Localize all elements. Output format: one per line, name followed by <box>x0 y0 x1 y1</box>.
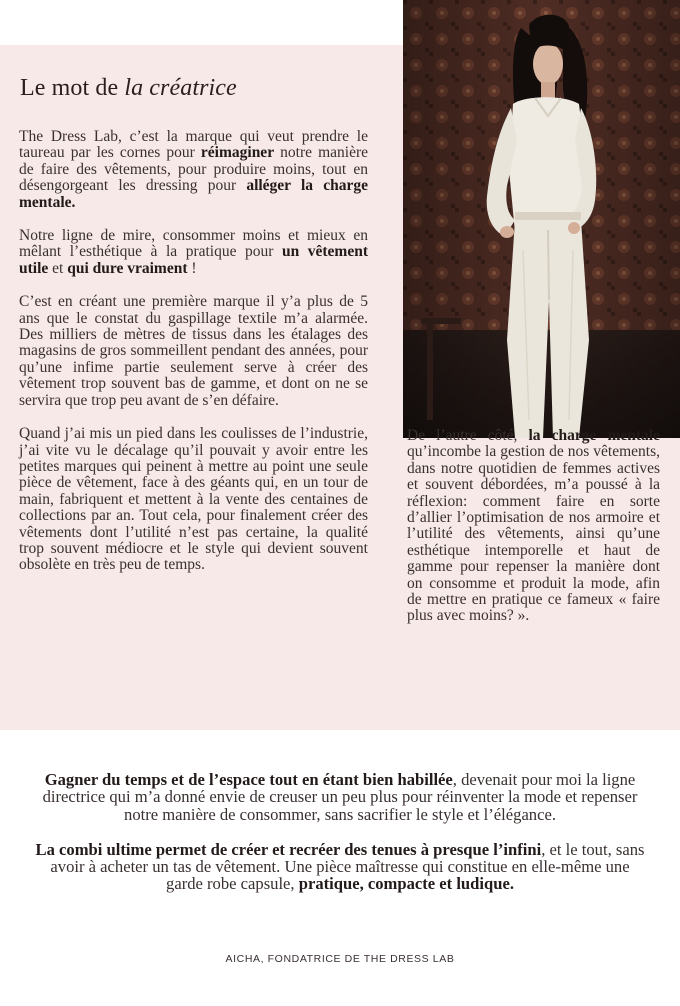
page-heading <box>20 75 237 102</box>
emphasized-text: la charge mentale <box>528 427 660 444</box>
text-run: The Dress Lab, c’est la marque qui veut prendre le taureau par les cornes pour <box>19 128 368 162</box>
emphasized-text: réimaginer <box>200 144 275 162</box>
emphasized-text: Gagner du temps et de l’espace tout en étant bien habillée <box>44 770 453 789</box>
text-run: , et le tout, sans avoir à acheter un tas de vêtement. Une pièce maîtresse qui constitue en elle-même une garde robe capsule, <box>50 839 645 894</box>
emphasized-text: un vêtement utile <box>19 243 368 277</box>
paragraph <box>30 841 650 893</box>
text-run: Quand j’ai mis un pied dans les coulisses de l’industrie, j’ai vite vu le décalage qu’il pouvait y avoir entre les petites marques qui peinent à mettre au point une seule pièce de vêtement, face à des géants qui, en un tour de main, fabriquent et mettent à la vente des centaines de collections par an. Tout cela, pour finalement créer des vêtements dont l’utilité n’est pas certaine, la qualité trop souvent médiocre et le style qui devient souvent obsolète en très peu de temps. <box>19 425 368 574</box>
text-run: et <box>48 259 68 277</box>
emphasized-text: alléger la charge mentale. <box>19 177 368 211</box>
paragraph <box>407 428 660 625</box>
emphasized-text: qui dure vraiment <box>67 259 188 277</box>
paragraph <box>19 129 368 211</box>
text-run: qu’incombe la gestion de nos vêtements, dans notre quotidien de femmes actives et souvent débordées, m’a poussé à la réflexion: comment faire en sorte d’allier l’optimisation de nos armoire et l’utilité des vêtements, ainsi qu’une esthétique intemporelle et haut de gamme pour repenser la manière dont on consomme et produit la mode, afin de mettre en pratique ce fameux « faire plus avec moins? ». <box>407 443 660 625</box>
signature: AICHA, FONDATRICE DE THE DRESS LAB <box>225 953 455 965</box>
closing-statement <box>30 771 650 911</box>
text-run: , devenait pour moi la ligne directrice qui m’a donné envie de creuser un peu plus pour réinventer la mode et repenser notre manière de consommer, sans sacrifier le style et l’élégance. <box>42 770 638 824</box>
emphasized-text: La combi ultime permet de créer et recréer des tenues à presque l’infini <box>35 839 542 859</box>
emphasized-text: pratique, compacte et ludique. <box>298 874 514 894</box>
left-text-column <box>19 129 368 591</box>
founder-photo-illustration <box>403 0 680 438</box>
text-run: De l’autre côté, <box>407 427 529 444</box>
paragraph <box>19 426 368 574</box>
founder-photo <box>403 0 680 438</box>
paragraph <box>19 294 368 409</box>
text-run: ! <box>187 259 197 277</box>
text-run: Notre ligne de mire, consommer moins et mieux en mêlant l’esthétique à la pratique pour <box>19 227 368 261</box>
paragraph <box>19 228 368 277</box>
paragraph <box>30 771 650 823</box>
heading-italic: la créatrice <box>124 75 237 101</box>
text-run: C’est en créant une première marque il y’a plus de 5 ans que le constat du gaspillage textile m’a alarmée. Des milliers de mètres de tissus dans les étalages des magasins de gros sommeillent pendant des années, pour qu’une infime partie seulement serve à créer des vêtement trop souvent bas de gamme, et dont on ne se servira que trop peu avant de s’en défaire. <box>19 293 368 409</box>
heading-lead: Le mot de <box>20 75 125 101</box>
text-run: notre manière de faire des vêtements, pour produire moins, tout en désengorgeant les dressing pour <box>19 144 369 195</box>
right-text-column <box>407 428 660 625</box>
